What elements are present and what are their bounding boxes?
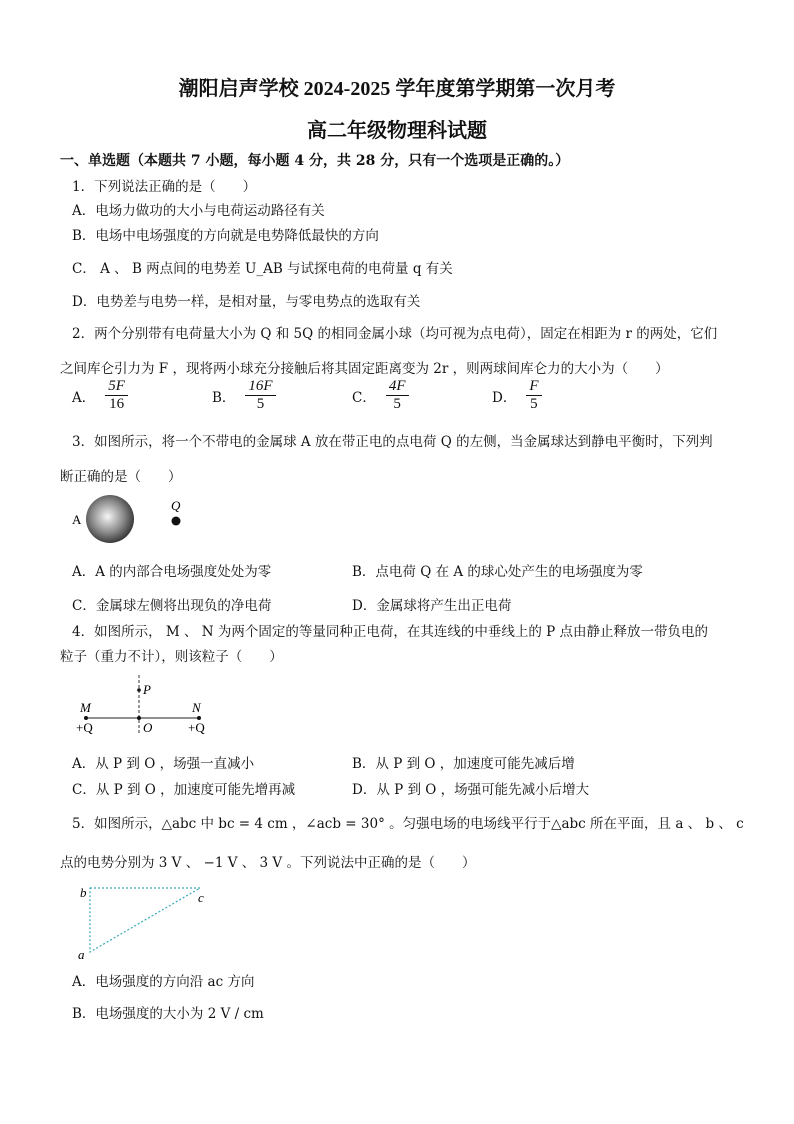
q2-option-c — [352, 378, 409, 414]
q5-stem-line2: 点的电势分别为 3 V 、 −1 V 、 3 V 。下列说法中正确的是（ ） — [60, 855, 476, 871]
q4-stem-line1: 4．如图所示， M 、 N 为两个固定的等量同种正电荷，在其连线的中垂线上的 P 点由静止释放一带负电的 — [72, 624, 709, 640]
q5-option-a: A．电场强度的方向沿 ac 方向 — [72, 974, 255, 990]
q3-stem-line2: 断正确的是（ ） — [60, 469, 182, 485]
q2-option-d-fraction — [526, 378, 541, 414]
exam-title: 潮阳启声学校 2024-2025 学年度第学期第一次月考 — [178, 78, 616, 100]
q2-option-d — [492, 378, 542, 414]
q3-option-c: C．金属球左侧将出现负的净电荷 — [72, 598, 272, 614]
q2-option-b-denominator: 5 — [256, 396, 265, 413]
q5-stem-line1: 5．如图所示，△abc 中 bc = 4 cm ，∠acb = 30° 。匀强电场的电场线平行于△abc 所在平面，且 a 、 b 、 c — [72, 816, 744, 832]
q2-option-c-numerator: 4F — [386, 378, 409, 396]
q2-option-c-fraction — [386, 378, 409, 414]
q1-stem: 1．下列说法正确的是（ ） — [72, 179, 257, 195]
q4-option-c: C．从 P 到 O ，加速度可能先增再减 — [72, 782, 296, 798]
exam-subtitle: 高二年级物理科试题 — [307, 120, 487, 142]
q3-option-b: B．点电荷 Q 在 A 的球心处产生的电场强度为零 — [352, 564, 643, 580]
q4-option-b: B．从 P 到 O ，加速度可能先减后增 — [352, 756, 575, 772]
q4-stem-line2: 粒子（重力不计），则该粒子（ ） — [60, 649, 283, 665]
vertex-label-a: a — [78, 947, 85, 962]
label-charge-right: +Q — [188, 720, 205, 735]
q3-stem-line1: 3．如图所示，将一个不带电的金属球 A 放在带正电的点电荷 Q 的左侧，当金属球达到静电平衡时，下列判 — [72, 434, 713, 450]
q5-option-b: B．电场强度的大小为 2 V / cm — [72, 1006, 264, 1022]
q2-stem-line2: 之间库仑引力为 F ，现将两小球充分接触后将其固定距离变为 2r ，则两球间库仑力的大小为（ ） — [60, 361, 669, 377]
q2-option-a-fraction — [105, 378, 128, 414]
vertex-label-b: b — [80, 885, 87, 900]
q2-option-b — [212, 378, 276, 414]
q2-option-b-fraction — [245, 378, 275, 414]
point-charge-q — [172, 517, 181, 526]
q1-option-d: D．电势差与电势一样，是相对量，与零电势点的选取有关 — [72, 294, 421, 310]
q1-option-a: A．电场力做功的大小与电荷运动路径有关 — [72, 203, 325, 219]
q4-option-d: D．从 P 到 O ，场强可能先减小后增大 — [352, 782, 590, 798]
q2-option-d-label: D． — [492, 389, 517, 406]
q2-option-c-label: C． — [352, 389, 376, 406]
q4-figure — [74, 673, 224, 738]
q2-option-b-label: B． — [212, 389, 236, 406]
q5-figure — [72, 880, 217, 965]
section-heading: 一、单选题（本题共 7 小题，每小题 4 分，共 28 分，只有一个选项是正确的。） — [60, 153, 570, 169]
point-p-dot — [137, 688, 141, 692]
q3-option-a: A．A 的内部合电场强度处处为零 — [72, 564, 272, 580]
q2-option-b-numerator: 16F — [245, 378, 275, 396]
q2-option-d-numerator: F — [526, 378, 541, 396]
q2-stem-line1: 2．两个分别带有电荷量大小为 Q 和 5Q 的相同金属小球（均可视为点电荷），固定在相距为 r 的两处，它们 — [72, 326, 718, 342]
point-o-dot — [137, 716, 141, 720]
q4-option-a: A．从 P 到 O ，场强一直减小 — [72, 756, 255, 772]
q2-option-c-denominator: 5 — [393, 396, 401, 413]
q2-option-d-denominator: 5 — [530, 396, 538, 413]
label-p: P — [143, 682, 151, 697]
q2-option-a — [72, 378, 128, 414]
q2-option-a-denominator: 16 — [109, 396, 125, 413]
label-n: N — [192, 700, 201, 715]
vertex-label-c: c — [198, 890, 204, 905]
q3-figure — [70, 495, 200, 545]
q3-option-d: D．金属球将产生出正电荷 — [352, 598, 512, 614]
label-o: O — [143, 720, 153, 735]
q2-option-a-label: A． — [72, 389, 96, 406]
q1-option-b: B．电场中电场强度的方向就是电势降低最快的方向 — [72, 228, 379, 244]
ball-label-a: A — [72, 512, 82, 527]
label-m: M — [80, 700, 91, 715]
label-charge-left: +Q — [76, 720, 93, 735]
triangle-abc — [90, 888, 200, 952]
q1-option-c: C． A 、 B 两点间的电势差 U_AB 与试探电荷的电荷量 q 有关 — [72, 261, 453, 277]
metal-ball-a — [86, 495, 134, 543]
charge-label-q: Q — [171, 498, 181, 513]
q2-option-a-numerator: 5F — [105, 378, 128, 396]
